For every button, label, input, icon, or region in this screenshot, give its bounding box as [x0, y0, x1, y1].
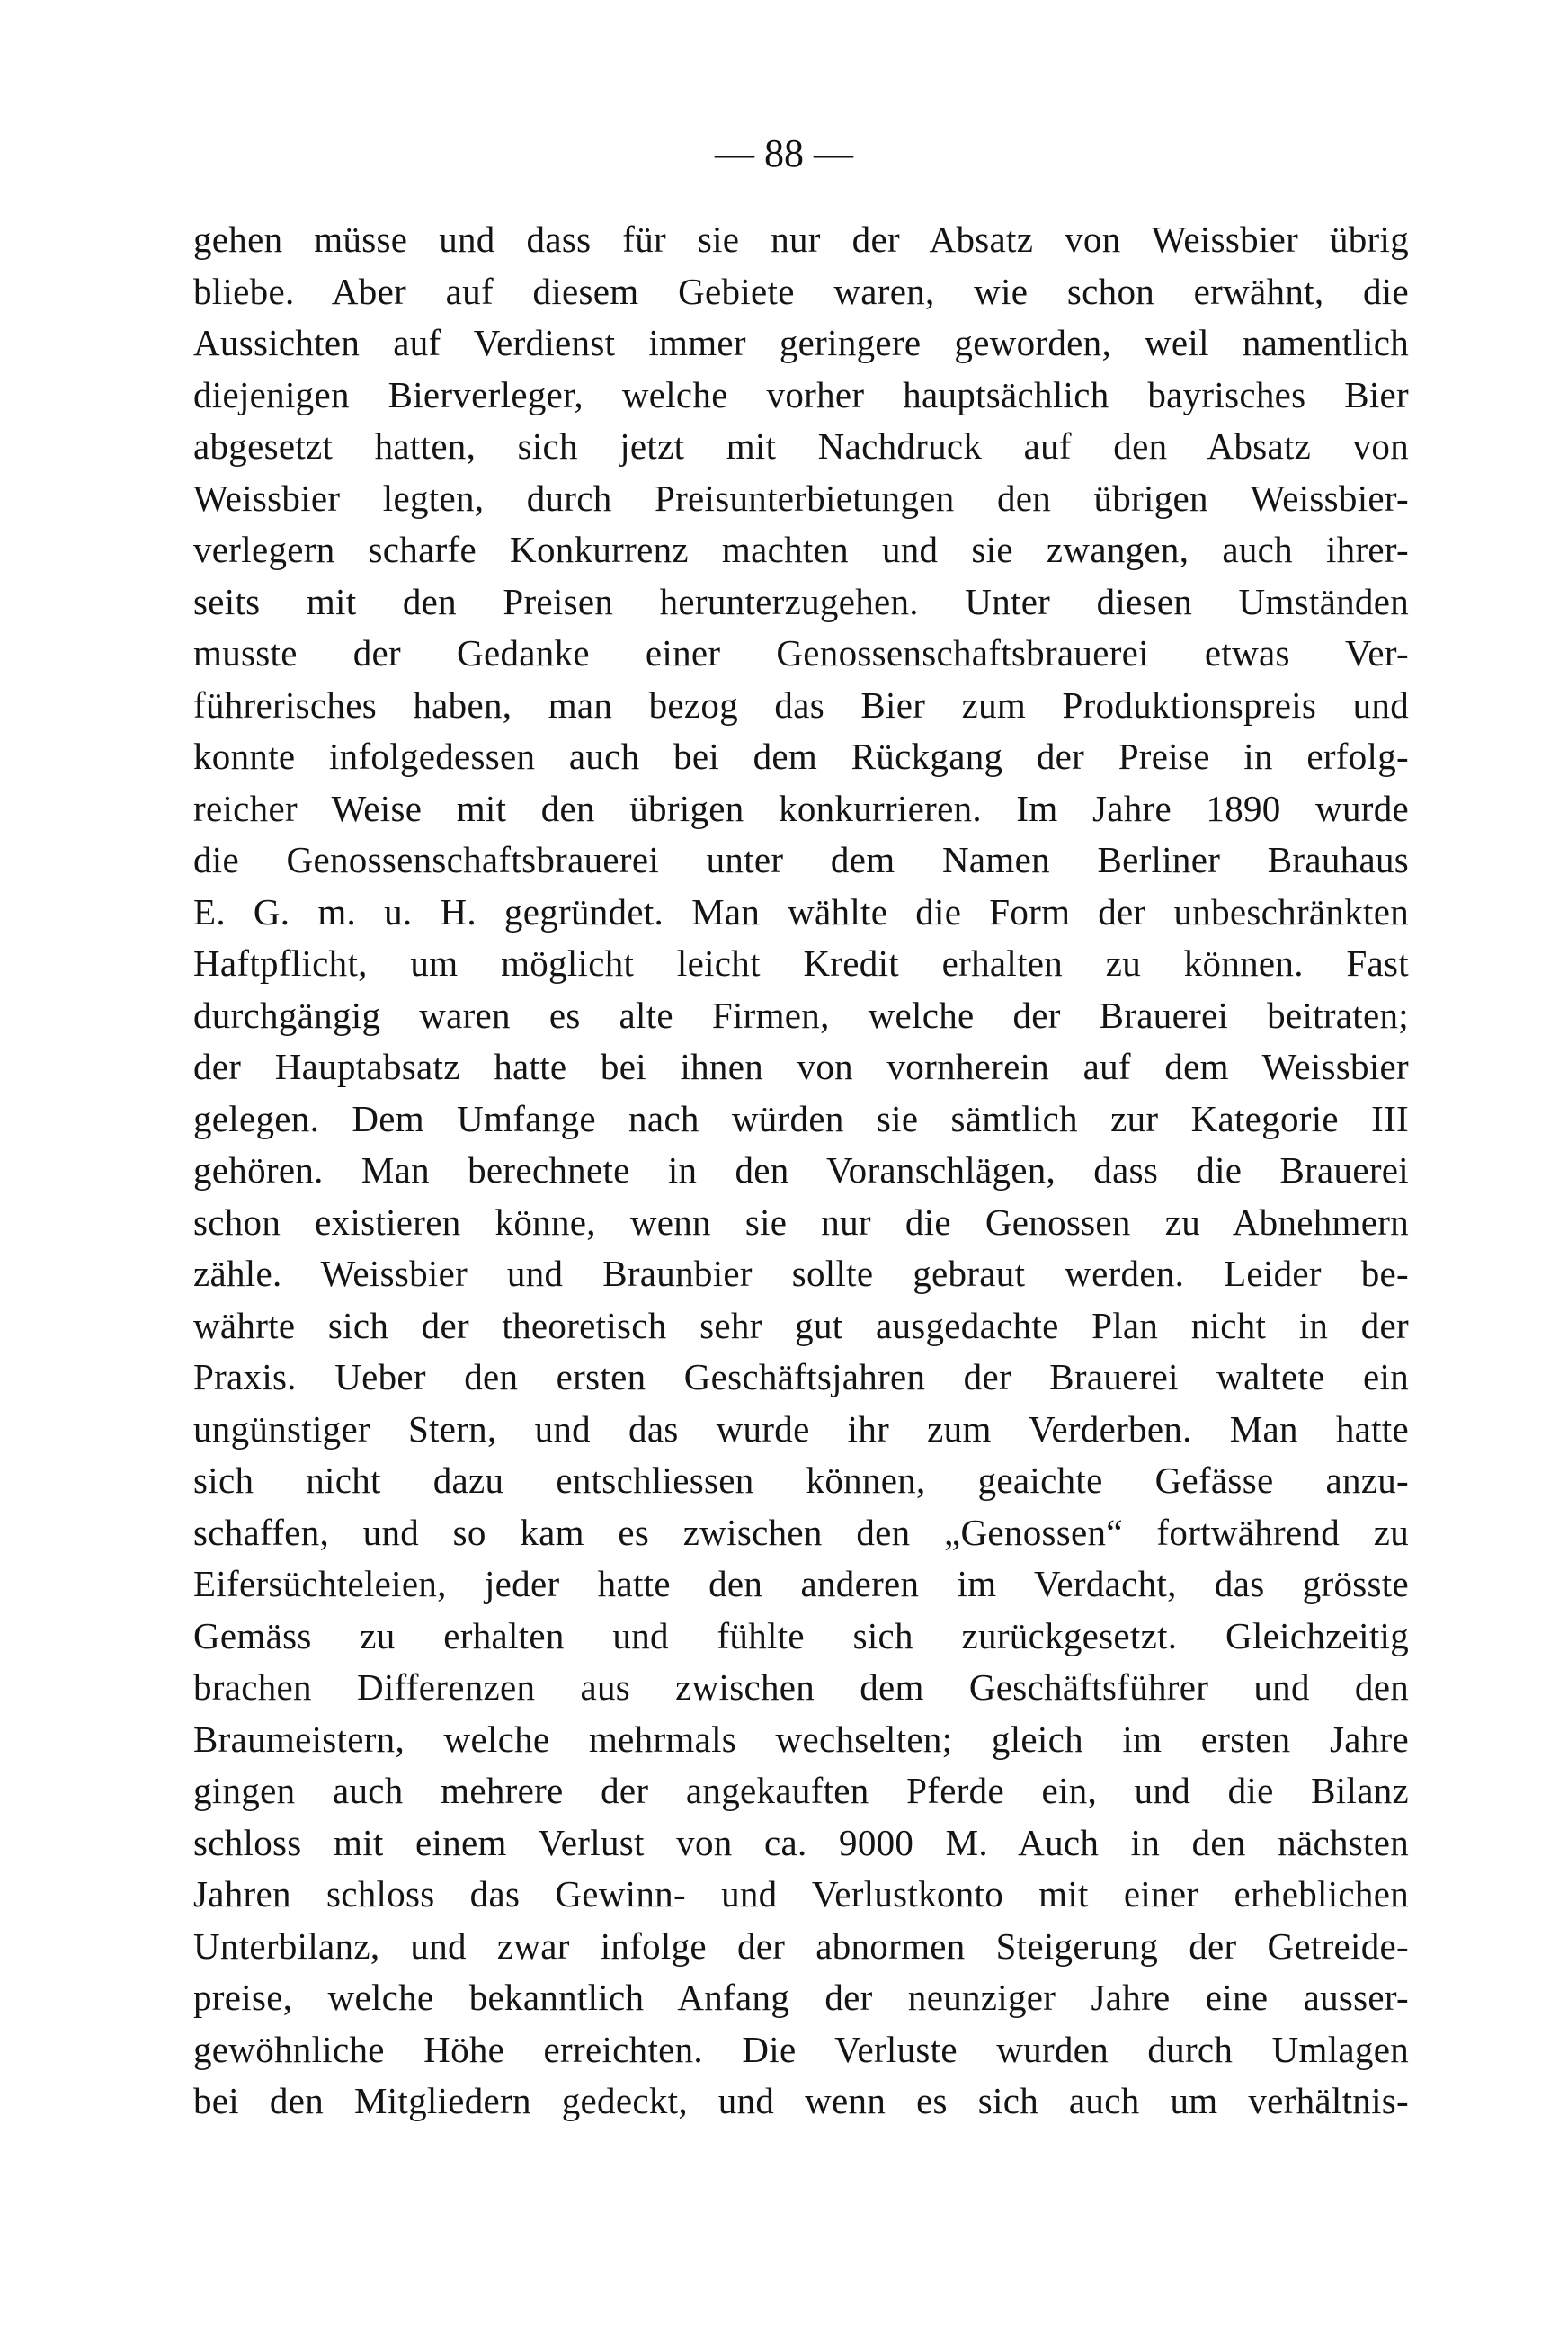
text-line: gewöhnliche Höhe erreichten. Die Verluste wurden durch Umlagen: [193, 2028, 1409, 2070]
text-line: reicher Weise mit den übrigen konkurrieren. Im Jahre 1890 wurde: [193, 787, 1409, 829]
text-line: Aussichten auf Verdienst immer geringere geworden, weil namentlich: [193, 322, 1409, 363]
text-line: zähle. Weissbier und Braunbier sollte gebraut werden. Leider be-: [193, 1253, 1409, 1294]
text-line: diejenigen Bierverleger, welche vorher hauptsächlich bayrisches Bier: [193, 373, 1409, 415]
text-line: E. G. m. u. H. gegründet. Man wählte die Form der unbeschränkten: [193, 890, 1409, 933]
body-text: [193, 214, 1409, 2128]
text-line: Eifersüchteleien, jeder hatte den anderen im Verdacht, das grösste: [193, 1563, 1409, 1604]
text-line: ungünstiger Stern, und das wurde ihr zum Verderben. Man hatte: [193, 1407, 1409, 1450]
page-number: — 88 —: [715, 131, 853, 175]
text-line: brachen Differenzen aus zwischen dem Geschäftsführer und den: [193, 1666, 1409, 1708]
text-line: preise, welche bekanntlich Anfang der neunziger Jahre eine ausser-: [193, 1977, 1409, 2018]
text-line: Weissbier legten, durch Preisunterbietungen den übrigen Weissbier-: [193, 477, 1409, 519]
text-line: Braumeistern, welche mehrmals wechselten; gleich im ersten Jahre: [193, 1718, 1409, 1760]
text-line: währte sich der theoretisch sehr gut ausgedachte Plan nicht in der: [193, 1304, 1409, 1346]
text-line: Haftpflicht, um möglicht leicht Kredit erhalten zu können. Fast: [193, 942, 1409, 984]
text-line: Praxis. Ueber den ersten Geschäftsjahren der Brauerei waltete ein: [193, 1356, 1409, 1397]
text-line: Gemäss zu erhalten und fühlte sich zurückgesetzt. Gleichzeitig: [193, 1614, 1409, 1656]
text-line: die Genossenschaftsbrauerei unter dem Namen Berliner Brauhaus: [193, 839, 1409, 880]
text-line: gingen auch mehrere der angekauften Pferde ein, und die Bilanz: [193, 1770, 1409, 1811]
text-line: sich nicht dazu entschliessen können, geaichte Gefässe anzu-: [193, 1460, 1409, 1501]
text-line: führerisches haben, man bezog das Bier zum Produktionspreis und: [193, 683, 1409, 726]
text-line: gehören. Man berechnete in den Voranschlägen, dass die Brauerei: [193, 1149, 1409, 1191]
text-line: der Hauptabsatz hatte bei ihnen von vornherein auf dem Weissbier: [193, 1046, 1409, 1087]
text-line: musste der Gedanke einer Genossenschaftsbrauerei etwas Ver-: [193, 632, 1409, 674]
text-line: gehen müsse und dass für sie nur der Absatz von Weissbier übrig: [193, 219, 1409, 260]
text-line: verlegern scharfe Konkurrenz machten und sie zwangen, auch ihrer-: [193, 529, 1409, 570]
text-line: Jahren schloss das Gewinn- und Verlustkonto mit einer erheblichen: [193, 1873, 1409, 1915]
text-line: seits mit den Preisen herunterzugehen. Unter diesen Umständen: [193, 580, 1409, 622]
text-line: gelegen. Dem Umfange nach würden sie sämtlich zur Kategorie III: [193, 1097, 1409, 1139]
text-line: abgesetzt hatten, sich jetzt mit Nachdruck auf den Absatz von: [193, 425, 1409, 467]
text-line: konnte infolgedessen auch bei dem Rückgang der Preise in erfolg-: [193, 736, 1409, 777]
text-line: bliebe. Aber auf diesem Gebiete waren, wie schon erwähnt, die: [193, 270, 1409, 312]
text-line: schaffen, und so kam es zwischen den „Genossen“ fortwährend zu: [193, 1511, 1409, 1553]
text-line: schon existieren könne, wenn sie nur die Genossen zu Abnehmern: [193, 1201, 1409, 1243]
text-line: Unterbilanz, und zwar infolge der abnormen Steigerung der Getreide-: [193, 1924, 1409, 1967]
text-line: schloss mit einem Verlust von ca. 9000 M. Auch in den nächsten: [193, 1821, 1409, 1863]
text-line: bei den Mitgliedern gedeckt, und wenn es sich auch um verhältnis-: [193, 2080, 1409, 2121]
text-line: durchgängig waren es alte Firmen, welche der Brauerei beitraten;: [193, 994, 1409, 1036]
